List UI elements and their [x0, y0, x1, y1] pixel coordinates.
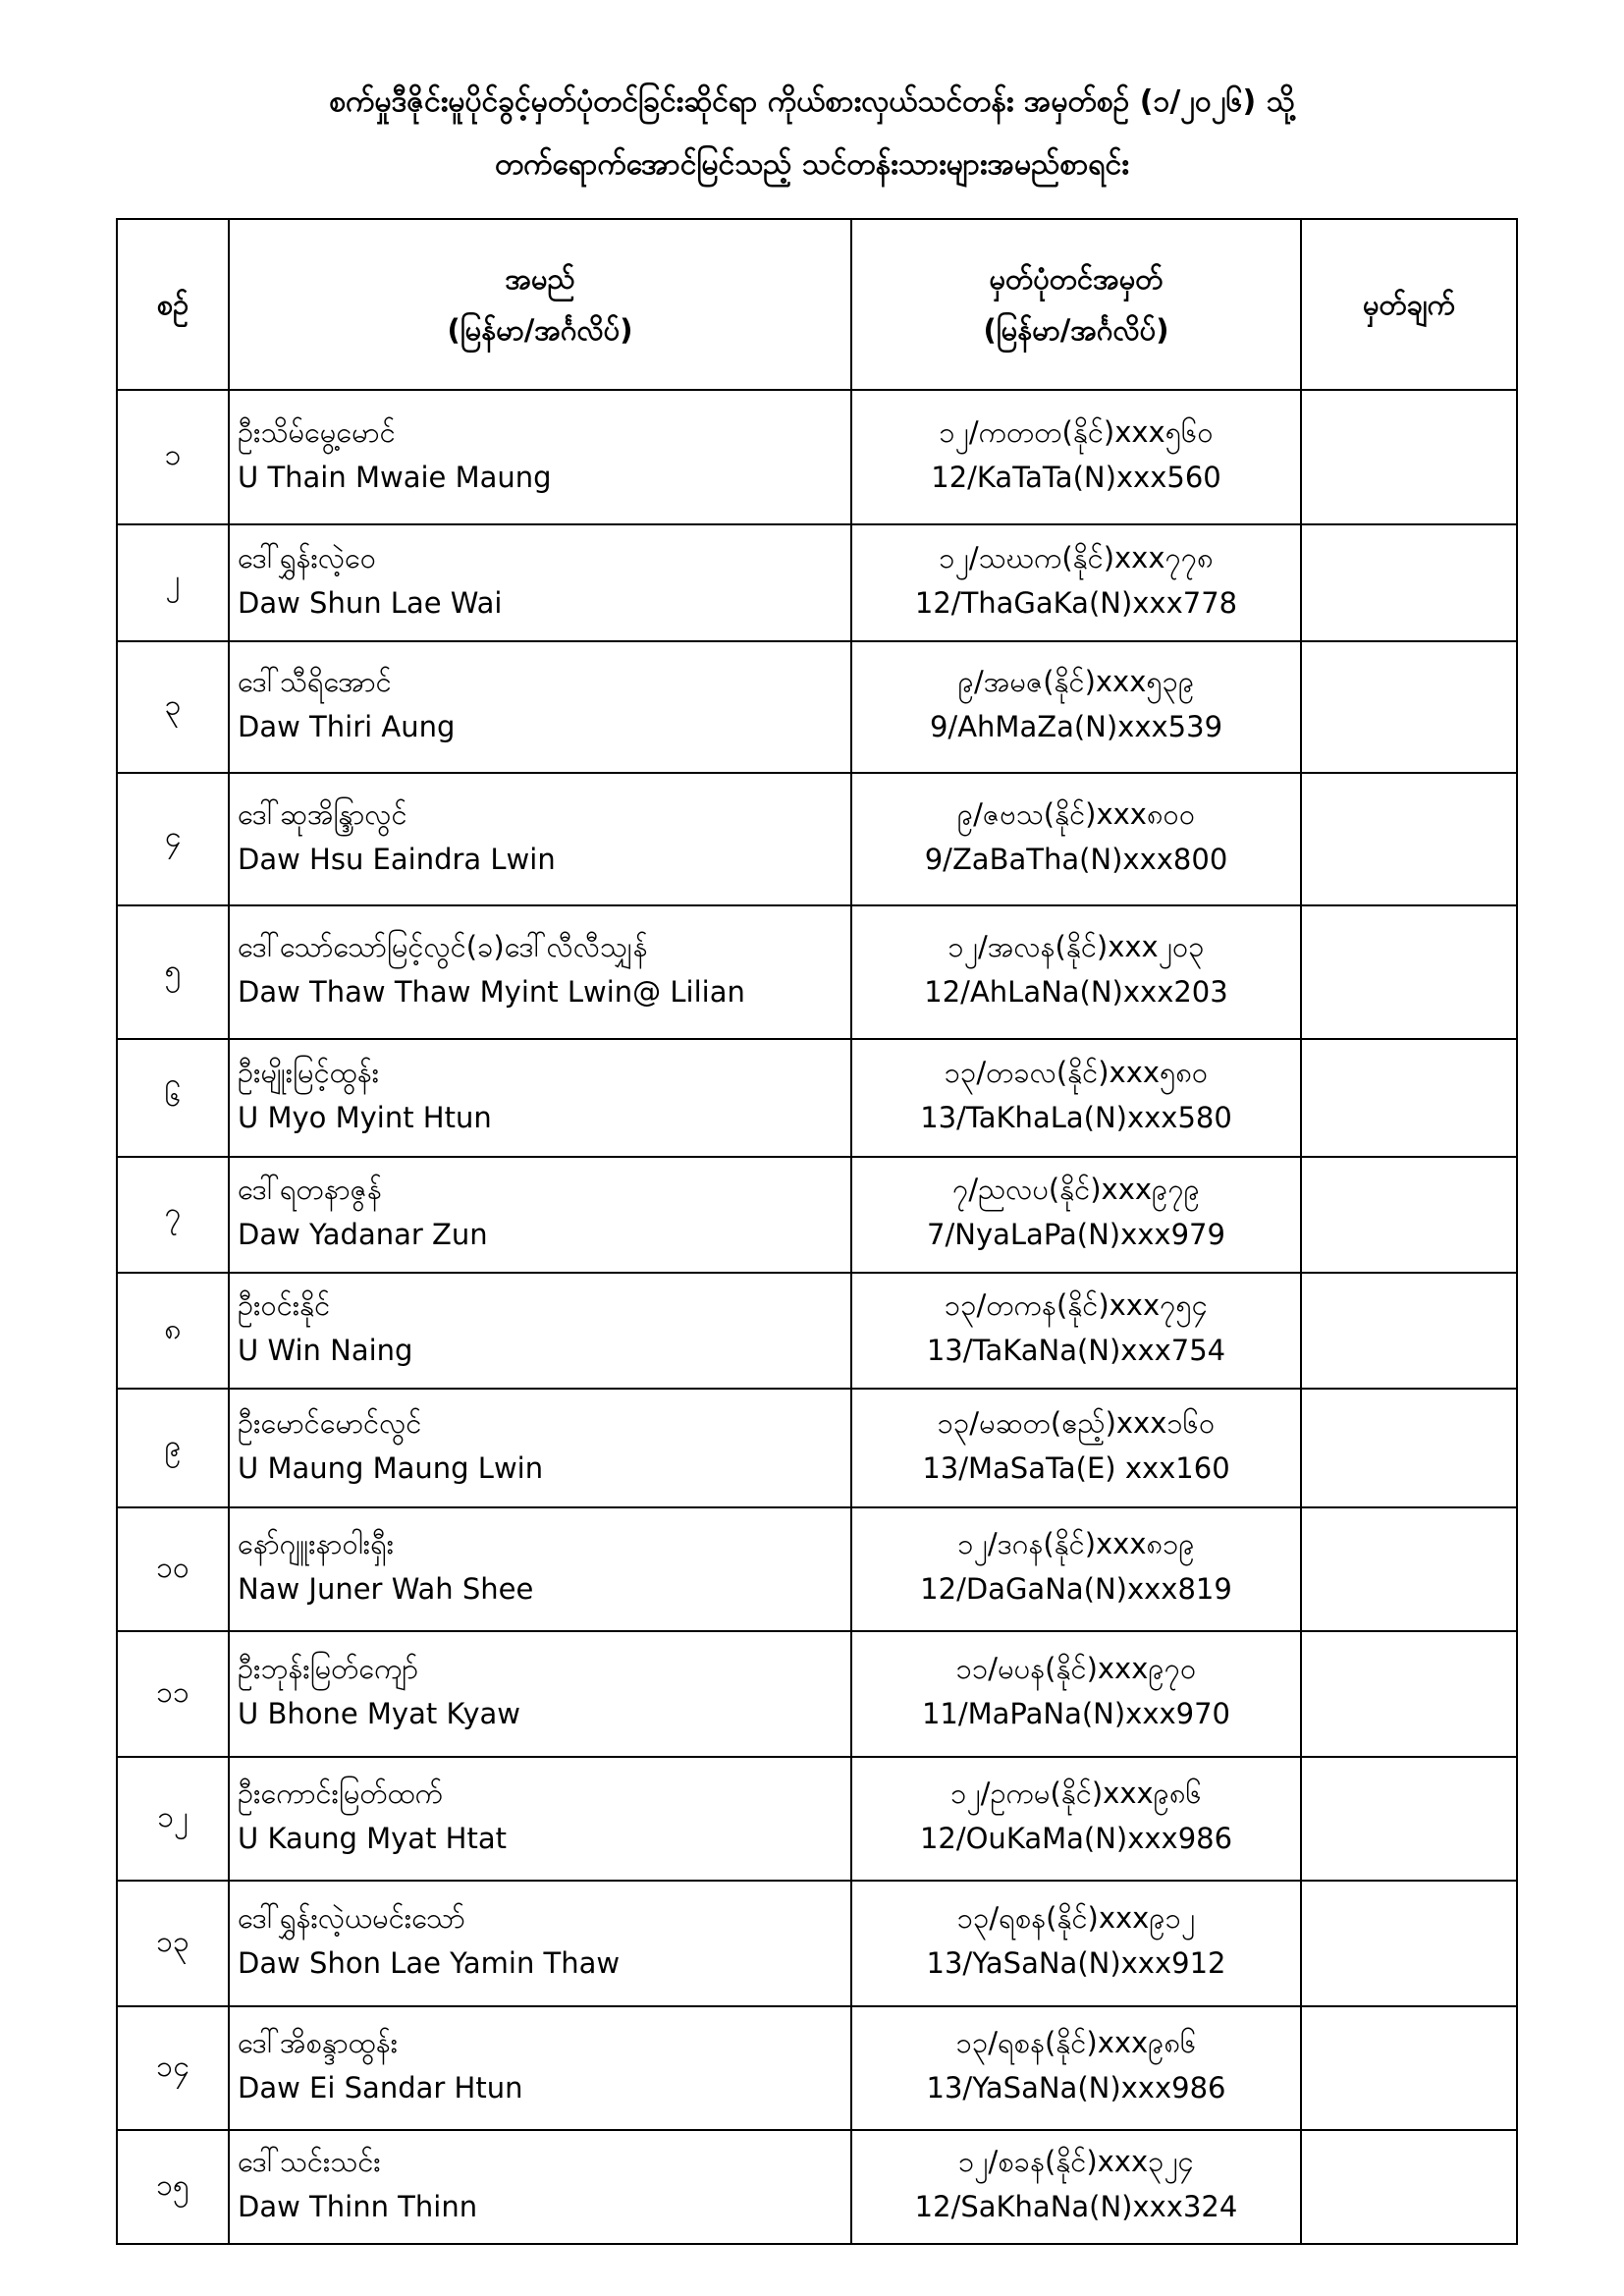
name-cell	[229, 1389, 851, 1507]
header-name-line-2: (မြန်မာ/အင်္ဂလိပ်)	[447, 313, 633, 347]
remarks-cell	[1301, 905, 1517, 1039]
header-name-line-1: အမည်	[505, 262, 575, 296]
name-english: Daw Ei Sandar Htun	[238, 2071, 523, 2105]
table-row	[117, 1039, 1517, 1157]
name-english: U Win Naing	[238, 1334, 413, 1367]
name-myanmar: ဦးဘုန်းမြတ်ကျော်	[238, 1652, 419, 1685]
remarks-cell	[1301, 1389, 1517, 1507]
registration-myanmar: ၉/အမဇ(နိုင်)xxx၅၃၉	[957, 665, 1195, 698]
table-row	[117, 1157, 1517, 1273]
name-myanmar: ဒေါ်ရွှန်းလဲ့ယမင်းသော်	[238, 1901, 465, 1935]
name-myanmar: ဦးဝင်းနိုင်	[238, 1288, 331, 1322]
document-title-line-1: စက်မှုဒီဇိုင်းမူပိုင်ခွင့်မှတ်ပုံတင်ခြင်းဆိုင်ရာ ကိုယ်စားလှယ်သင်တန်း အမှတ်စဉ် (၁/၂၀၂၆) သို့	[329, 84, 1295, 119]
registration-cell	[851, 1039, 1301, 1157]
serial-number-cell: ၁၃	[117, 1881, 229, 2006]
table-row	[117, 1881, 1517, 2006]
registration-cell	[851, 2130, 1301, 2244]
name-english: Daw Thiri Aung	[238, 710, 456, 743]
remarks-cell	[1301, 524, 1517, 641]
header-name	[229, 219, 851, 390]
name-cell	[229, 1273, 851, 1389]
name-cell	[229, 1757, 851, 1881]
registration-myanmar: ၁၂/အလန(နိုင်)xxx၂၀၃	[947, 930, 1205, 963]
serial-number-cell: ၁၀	[117, 1507, 229, 1631]
name-cell	[229, 641, 851, 773]
registration-myanmar: ၁၃/ရစန(နိုင်)xxx၉၈၆	[955, 2026, 1197, 2059]
registration-english: 12/DaGaNa(N)xxx819	[920, 1572, 1232, 1606]
registration-english: 13/TaKaNa(N)xxx754	[926, 1334, 1226, 1367]
name-cell	[229, 1157, 851, 1273]
name-myanmar: ဒေါ်ဆုအိန္ဒြာလွင်	[238, 796, 407, 831]
name-myanmar: ဒေါ်သော်သော်မြင့်လွင်(ခ)ဒေါ်လီလီသျှန်	[238, 930, 648, 963]
registration-english: 7/NyaLaPa(N)xxx979	[927, 1218, 1225, 1251]
remarks-cell	[1301, 1039, 1517, 1157]
registration-myanmar: ၁၃/မဆတ(ဧည့်)xxx၁၆၀	[937, 1405, 1216, 1440]
name-cell	[229, 390, 851, 524]
registration-myanmar: ၁၂/စခန(နိုင်)xxx၃၂၄	[957, 2145, 1194, 2178]
registration-english: 12/SaKhaNa(N)xxx324	[914, 2190, 1238, 2223]
remarks-cell	[1301, 1273, 1517, 1389]
serial-number-cell: ၇	[117, 1157, 229, 1273]
serial-number-cell: ၁၁	[117, 1631, 229, 1757]
name-myanmar: ဒေါ်ရွှန်းလဲ့ဝေ	[238, 540, 377, 574]
serial-number-cell: ၃	[117, 641, 229, 773]
registration-english: 12/ThaGaKa(N)xxx778	[914, 585, 1238, 620]
table-row	[117, 1631, 1517, 1757]
table-row	[117, 1389, 1517, 1507]
name-english: Daw Thaw Thaw Myint Lwin@ Lilian	[238, 975, 745, 1009]
registration-english: 12/KaTaTa(N)xxx560	[931, 460, 1221, 494]
registration-english: 12/AhLaNa(N)xxx203	[924, 975, 1228, 1009]
registration-cell	[851, 1881, 1301, 2006]
table-row	[117, 2130, 1517, 2244]
table-row	[117, 905, 1517, 1039]
serial-number-cell: ၆	[117, 1039, 229, 1157]
trainee-list-table	[116, 218, 1518, 2245]
name-english: Daw Yadanar Zun	[238, 1218, 488, 1251]
table-header-row	[117, 219, 1517, 390]
name-cell	[229, 1039, 851, 1157]
registration-cell	[851, 641, 1301, 773]
header-registration-line-2: (မြန်မာ/အင်္ဂလိပ်)	[983, 313, 1169, 347]
name-myanmar: ဦးကောင်းမြတ်ထက်	[238, 1777, 444, 1810]
table-row	[117, 2006, 1517, 2130]
registration-myanmar: ၁၂/ကတတ(နိုင်)xxx၅၆၀	[939, 414, 1214, 449]
remarks-cell	[1301, 1507, 1517, 1631]
registration-cell	[851, 390, 1301, 524]
name-english: Daw Hsu Eaindra Lwin	[238, 842, 556, 876]
name-cell	[229, 773, 851, 905]
table-row	[117, 1507, 1517, 1631]
serial-number-cell: ၂	[117, 524, 229, 641]
name-myanmar: ဒေါ်သင်းသင်း	[238, 2145, 381, 2178]
name-cell	[229, 905, 851, 1039]
remarks-cell	[1301, 2130, 1517, 2244]
header-registration	[851, 219, 1301, 390]
name-cell	[229, 2130, 851, 2244]
name-english: U Kaung Myat Htat	[238, 1822, 507, 1855]
registration-cell	[851, 1507, 1301, 1631]
serial-number-cell: ၅	[117, 905, 229, 1039]
header-remarks: မှတ်ချက်	[1301, 219, 1517, 390]
registration-myanmar: ၁၃/ရစန(နိုင်)xxx၉၁၂	[956, 1901, 1196, 1935]
registration-myanmar: ၁၃/တကန(နိုင်)xxx၇၅၄	[944, 1288, 1209, 1322]
registration-myanmar: ၁၂/ဒဂန(နိုင်)xxx၈၁၉	[957, 1527, 1195, 1560]
remarks-cell	[1301, 2006, 1517, 2130]
registration-cell	[851, 905, 1301, 1039]
table-body	[117, 390, 1517, 2244]
name-myanmar: ဦးမျိုးမြင့်ထွန်း	[238, 1056, 380, 1089]
name-myanmar: ဦးမောင်မောင်လွင်	[238, 1405, 422, 1440]
name-myanmar: နော်ဂျူးနာဝါးရှီး	[238, 1527, 395, 1560]
table-row	[117, 1757, 1517, 1881]
name-cell	[229, 1507, 851, 1631]
registration-english: 13/YaSaNa(N)xxx986	[926, 2071, 1226, 2105]
registration-cell	[851, 524, 1301, 641]
registration-cell	[851, 1273, 1301, 1389]
registration-english: 9/AhMaZa(N)xxx539	[929, 710, 1223, 743]
serial-number-cell: ၈	[117, 1273, 229, 1389]
serial-number-cell: ၁၂	[117, 1757, 229, 1881]
registration-english: 13/MaSaTa(E) xxx160	[922, 1450, 1230, 1485]
header-registration-line-1: မှတ်ပုံတင်အမှတ်	[989, 262, 1164, 296]
registration-cell	[851, 2006, 1301, 2130]
registration-cell	[851, 1157, 1301, 1273]
name-myanmar: ဒေါ်သီရိအောင်	[238, 665, 392, 698]
registration-myanmar: ၉/ဇဗသ(နိုင်)xxx၈၀၀	[956, 796, 1196, 831]
registration-myanmar: ၁၁/မပန(နိုင်)xxx၉၇၀	[955, 1652, 1197, 1685]
table-row	[117, 1273, 1517, 1389]
name-myanmar: ဒေါ်အိစန္ဒာထွန်း	[238, 2026, 399, 2059]
registration-myanmar: ၁၃/တခလ(နိုင်)xxx၅၈၀	[944, 1056, 1209, 1089]
registration-cell	[851, 1757, 1301, 1881]
name-english: Daw Shon Lae Yamin Thaw	[238, 1946, 621, 1980]
name-cell	[229, 2006, 851, 2130]
serial-number-cell: ၁၅	[117, 2130, 229, 2244]
name-english: U Bhone Myat Kyaw	[238, 1697, 521, 1730]
name-myanmar: ဦးသိမ်မွေ့မောင်	[238, 414, 396, 449]
registration-myanmar: ၁၂/ဥကမ(နိုင်)xxx၉၈၆	[950, 1777, 1202, 1810]
registration-english: 11/MaPaNa(N)xxx970	[921, 1697, 1231, 1730]
registration-english: 12/OuKaMa(N)xxx986	[919, 1822, 1233, 1855]
name-english: Naw Juner Wah Shee	[238, 1572, 534, 1606]
name-english: U Myo Myint Htun	[238, 1101, 492, 1134]
table-row	[117, 390, 1517, 524]
name-cell	[229, 524, 851, 641]
registration-english: 9/ZaBaTha(N)xxx800	[924, 842, 1228, 876]
serial-number-cell: ၁၄	[117, 2006, 229, 2130]
table-row	[117, 773, 1517, 905]
registration-cell	[851, 1631, 1301, 1757]
remarks-cell	[1301, 390, 1517, 524]
document-title-line-2: တက်ရောက်အောင်မြင်သည့် သင်တန်းသားများအမည်စာရင်း	[495, 147, 1129, 182]
remarks-cell	[1301, 773, 1517, 905]
header-serial-number: စဉ်	[117, 219, 229, 390]
remarks-cell	[1301, 1881, 1517, 2006]
name-english: U Thain Mwaie Maung	[238, 460, 552, 494]
serial-number-cell: ၄	[117, 773, 229, 905]
name-english: Daw Thinn Thinn	[238, 2190, 478, 2223]
table-row	[117, 524, 1517, 641]
remarks-cell	[1301, 1157, 1517, 1273]
registration-english: 13/TaKhaLa(N)xxx580	[920, 1101, 1232, 1134]
registration-english: 13/YaSaNa(N)xxx912	[926, 1946, 1226, 1980]
serial-number-cell: ၉	[117, 1389, 229, 1507]
remarks-cell	[1301, 641, 1517, 773]
serial-number-cell: ၁	[117, 390, 229, 524]
remarks-cell	[1301, 1757, 1517, 1881]
registration-myanmar: ၇/ညလပ(နိုင်)xxx၉၇၉	[952, 1173, 1200, 1206]
name-english: U Maung Maung Lwin	[238, 1450, 544, 1485]
name-english: Daw Shun Lae Wai	[238, 585, 503, 620]
table-row	[117, 641, 1517, 773]
registration-cell	[851, 1389, 1301, 1507]
remarks-cell	[1301, 1631, 1517, 1757]
name-cell	[229, 1631, 851, 1757]
name-cell	[229, 1881, 851, 2006]
registration-cell	[851, 773, 1301, 905]
name-myanmar: ဒေါ်ရတနာဇွန်	[238, 1173, 382, 1206]
registration-myanmar: ၁၂/သဃက(နိုင်)xxx၇၇၈	[939, 540, 1214, 574]
